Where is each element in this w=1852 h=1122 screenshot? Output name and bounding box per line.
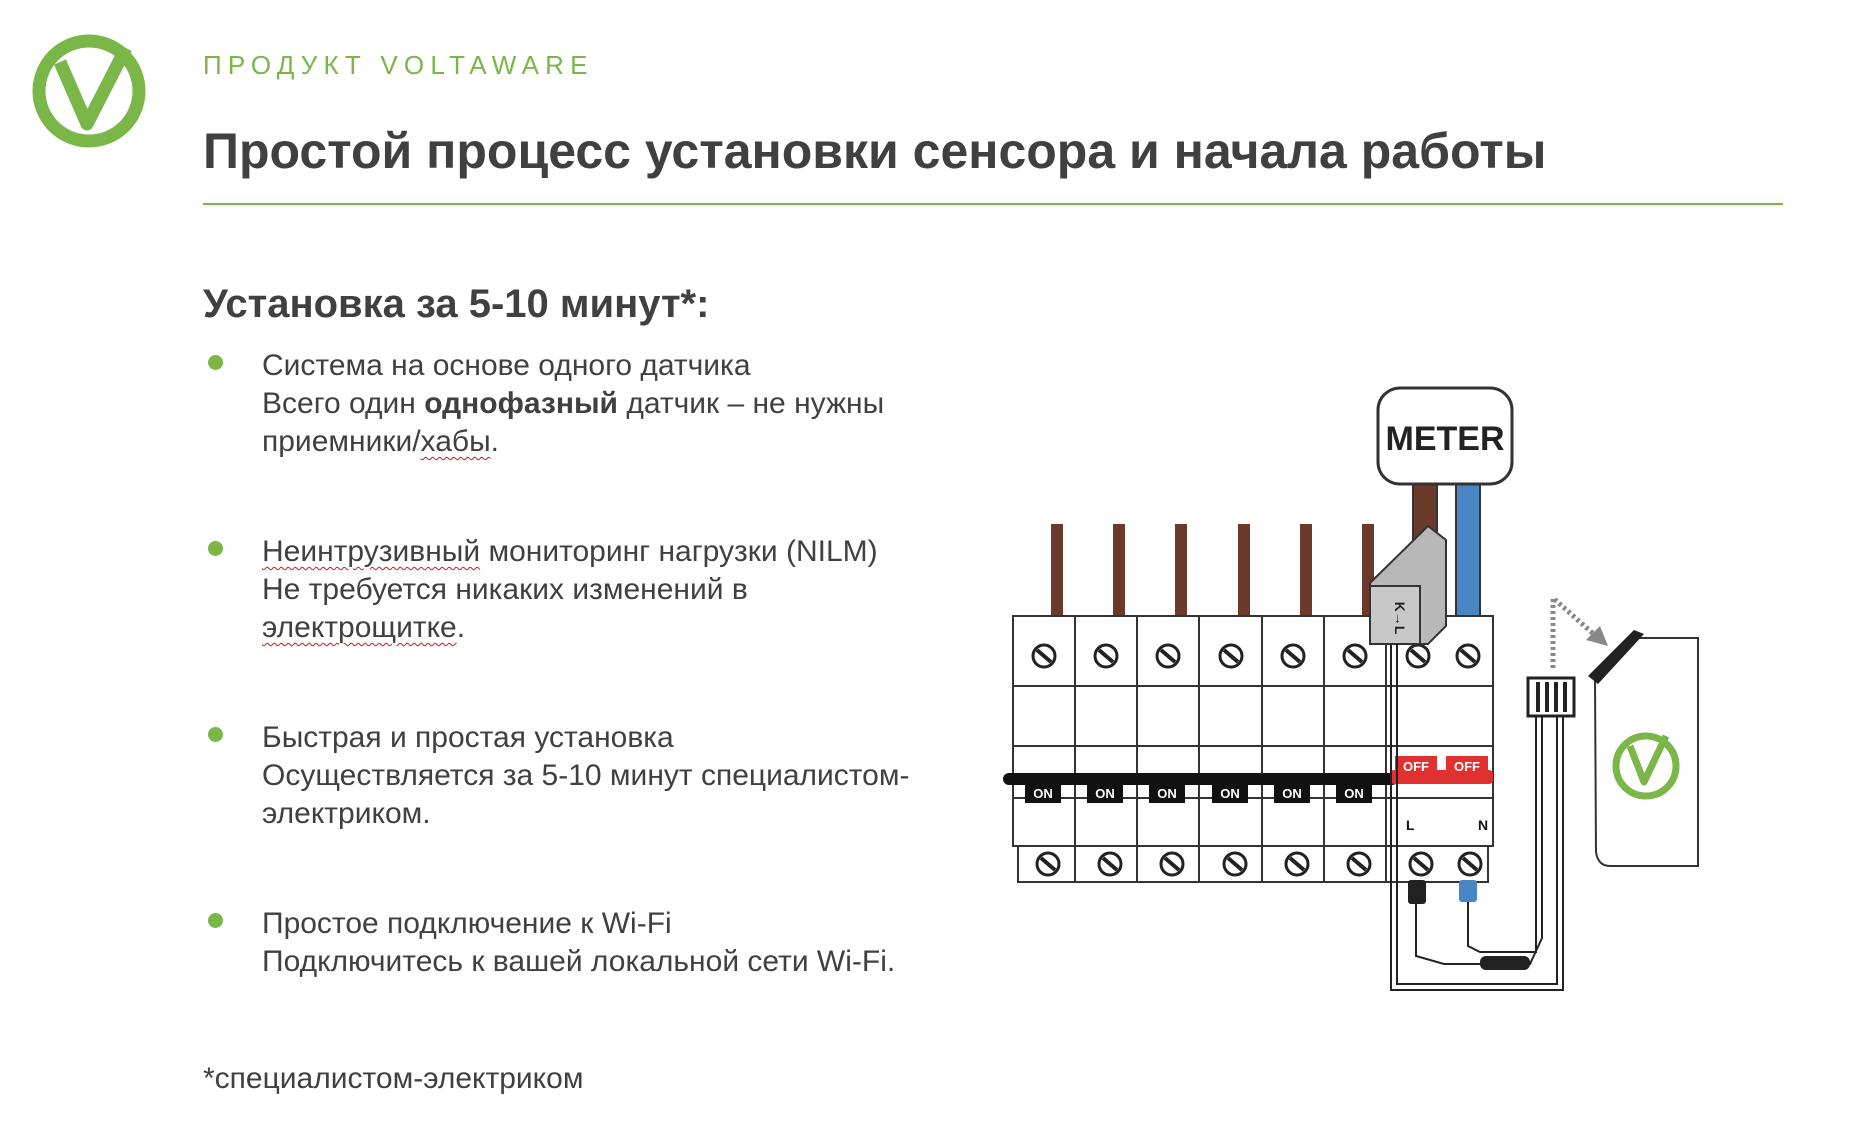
installation-diagram [998,378,1738,1038]
switch-on-label: ON [1157,786,1177,801]
page-title: Простой процесс установки сенсора и начала работы [203,123,1547,179]
bullet-text [262,719,909,833]
bullet-description-line: электрощитке. [262,611,466,644]
title-divider [203,203,1783,205]
switch-on-label: ON [1033,786,1053,801]
switch-off-label: OFF [1454,759,1480,774]
spellcheck-word: Неинтрузивный [262,535,481,568]
switch-on-label: ON [1095,786,1115,801]
switch-on-label: ON [1344,786,1364,801]
bullet-description: Подключитесь к вашей локальной сети Wi-Fi. [262,945,896,978]
cable-junction-icon [1480,956,1530,970]
voltaware-sensor-device [1588,630,1698,866]
footnote: *специалистом-электриком [203,1062,584,1095]
bullet-text [262,347,884,461]
live-terminal-label: L [1406,817,1415,833]
bullet-description: Всего один однофазный датчик – не нужны [262,387,885,420]
meter-neutral-wire [1456,476,1480,626]
current-clamp [1370,526,1446,644]
switch-on-label: ON [1282,786,1302,801]
bullet-description-line: электриком. [262,797,431,830]
voltaware-logo-icon [30,32,148,150]
meter-label: METER [1385,420,1505,458]
switch-on-label: ON [1220,786,1240,801]
bold-term: однофазный [424,387,619,420]
bullet-dot-icon [208,355,223,370]
bullet-dot-icon [208,727,223,742]
section-subtitle: Установка за 5-10 минут*: [203,282,710,326]
spellcheck-word: электрощитке [262,611,457,644]
bullet-heading: Простое подключение к Wi-Fi [262,907,672,940]
bullet-text [262,533,878,647]
live-connector-icon [1408,880,1426,904]
spellcheck-word: хабы [420,425,491,458]
bullet-dot-icon [208,541,223,556]
bullet-description: Не требуется никаких изменений в [262,573,748,606]
bullet-description-line: приемники/хабы. [262,425,499,458]
bullet-heading: Неинтрузивный мониторинг нагрузки (NILM) [262,535,878,568]
neutral-terminal-label: N [1478,817,1489,833]
clamp-label: K→L [1392,601,1408,635]
sensor-plug-icon [1528,678,1574,716]
brown-wires [1051,524,1374,622]
eyebrow-label: ПРОДУКТ VOLTAWARE [203,50,594,80]
insert-arrow-icon [1553,598,1608,668]
switch-off-label: OFF [1403,759,1429,774]
meter-box [1378,388,1512,484]
bullet-dot-icon [208,913,223,928]
bullet-description: Осуществляется за 5-10 минут специалистом- [262,759,910,792]
bullet-heading: Быстрая и простая установка [262,721,674,754]
bullet-heading: Система на основе одного датчика [262,349,751,382]
bullet-text [262,905,895,981]
neutral-connector-icon [1459,880,1477,902]
